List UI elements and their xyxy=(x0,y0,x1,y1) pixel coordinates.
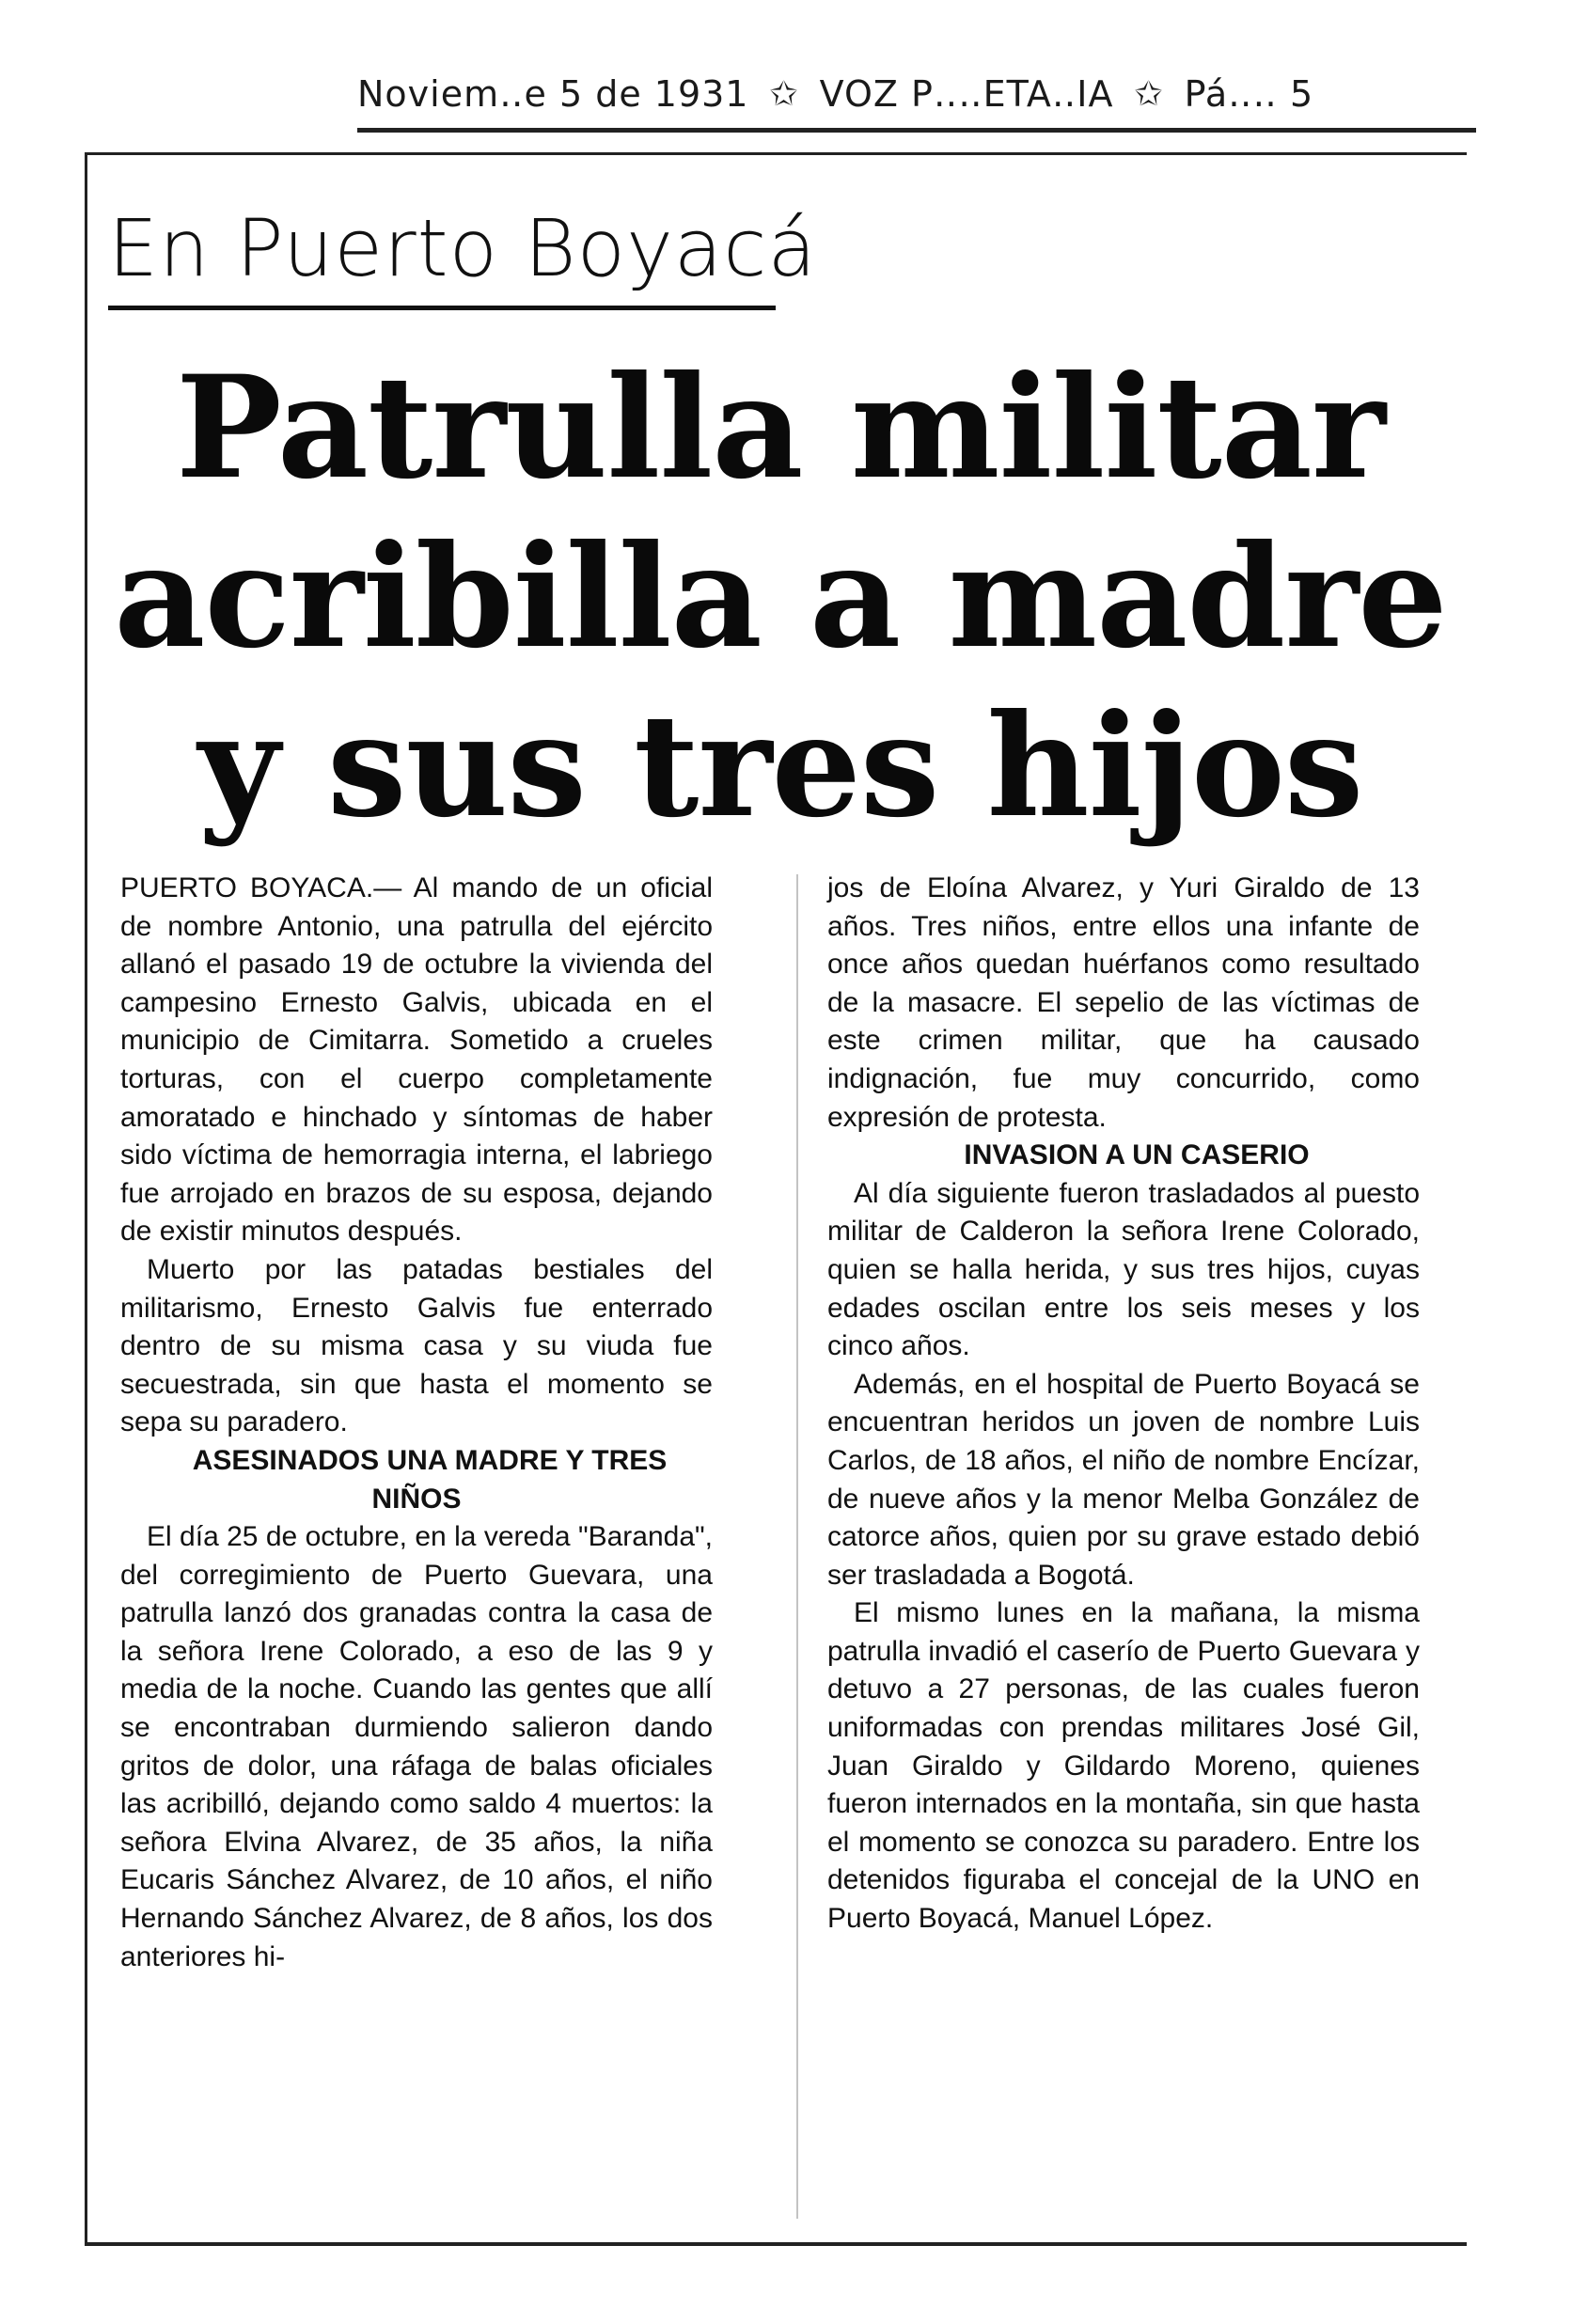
paragraph: Además, en el hospital de Puerto Boyacá se encuentran heridos un joven de nombre Luis Carlos, de 18 años, el niño de nombre Encízar, de nueve años y la menor Melba González de catorce años, quien por su grave estado debió ser trasladada a Bogotá. xyxy=(827,1368,1420,1591)
paragraph: El mismo lunes en la mañana, la misma patrulla invadió el caserío de Puerto Guevara y detuvo a 27 personas, de las cuales fueron uniformadas con prendas militares José Gil, Juan Giraldo y Gildardo Moreno, quienes fueron internados en la montaña, sin que hasta el momento se conozca su paradero. Entre los detenidos figuraba el concejal de la UNO en Puerto Boyacá, Manuel López. xyxy=(827,1597,1420,1935)
frame-bottom-border xyxy=(85,2242,1467,2246)
headline-line-2: acribilla a madre xyxy=(114,514,1447,680)
paragraph: El día 25 de octubre, en la vereda "Baranda", del corregimiento de Puerto Guevara, una patrulla lanzó dos granadas contra la casa de la señora Irene Colorado, a eso de las 9 y media de la noche. Cuando las gentes que allí se encontraban durmiendo salieron dando gritos de dolor, una ráfaga de balas oficiales las acribilló, dejando como saldo 4 muertos: la señora Elvina Alvarez, de 35 años, la niña Eucaris Sánchez Alvarez, de 10 años, el niño Hernando Sánchez Alvarez, de 8 años, los dos anteriores hi- xyxy=(120,1521,713,1972)
header-rule xyxy=(357,128,1476,133)
issue-date: Noviem‥e 5 de 1931 xyxy=(357,73,749,115)
publication-name: VOZ P‥‥ETA‥IA xyxy=(819,73,1114,115)
column-divider xyxy=(796,874,798,2219)
paragraph: Al día siguiente fueron trasladados al puesto militar de Calderon la señora Irene Colorado, quien se halla herida, y sus tres hijos, cuyas edades oscilan entre los seis meses y los cinco años. xyxy=(827,1177,1420,1362)
subheading: ASESINADOS UNA MADRE Y TRES NIÑOS xyxy=(192,1444,668,1515)
headline-line-3: y sus tres hijos xyxy=(197,683,1363,849)
paragraph: PUERTO BOYACA.— Al mando de un oficial de nombre Antonio, una patrulla del ejército allanó el pasado 19 de octubre la vivienda del campesino Ernesto Galvis, ubicada en el municipio de Cimitarra. Sometido a crueles torturas, con el cuerpo completamente amoratado e hinchado y síntomas de haber sido víctima de hemorragia interna, el labriego fue arrojado en brazos de su esposa, dejando de existir minutos después. xyxy=(120,872,713,1248)
paragraph: jos de Eloína Alvarez, y Yuri Giraldo de 13 años. Tres niños, entre ellos una infante de once años quedan huérfanos como resultado de la masacre. El sepelio de las víctimas de este crimen militar, que ha causado indignación, fue muy concurrido, como expresión de protesta. xyxy=(827,872,1420,1133)
star-icon: ✩ xyxy=(769,74,799,114)
frame-top-border xyxy=(85,152,1467,155)
article-column-right xyxy=(827,870,1420,1939)
page-number: Pá‥‥ 5 xyxy=(1184,73,1314,115)
article-headline xyxy=(113,343,1448,851)
kicker-underline xyxy=(108,306,776,310)
star-icon: ✩ xyxy=(1134,74,1164,114)
subheading: INVASION A UN CASERIO xyxy=(964,1139,1310,1171)
frame-left-border xyxy=(85,152,87,2244)
paragraph: Muerto por las patadas bestiales del militarismo, Ernesto Galvis fue enterrado dentro de su misma casa y su viuda fue secuestrada, sin que hasta el momento se sepa su paradero. xyxy=(120,1253,713,1438)
headline-line-1: Patrulla militar xyxy=(176,345,1385,510)
section-kicker: En Puerto Boyacá xyxy=(108,202,817,294)
page-header xyxy=(357,66,1457,122)
article-column-left xyxy=(120,870,713,1976)
